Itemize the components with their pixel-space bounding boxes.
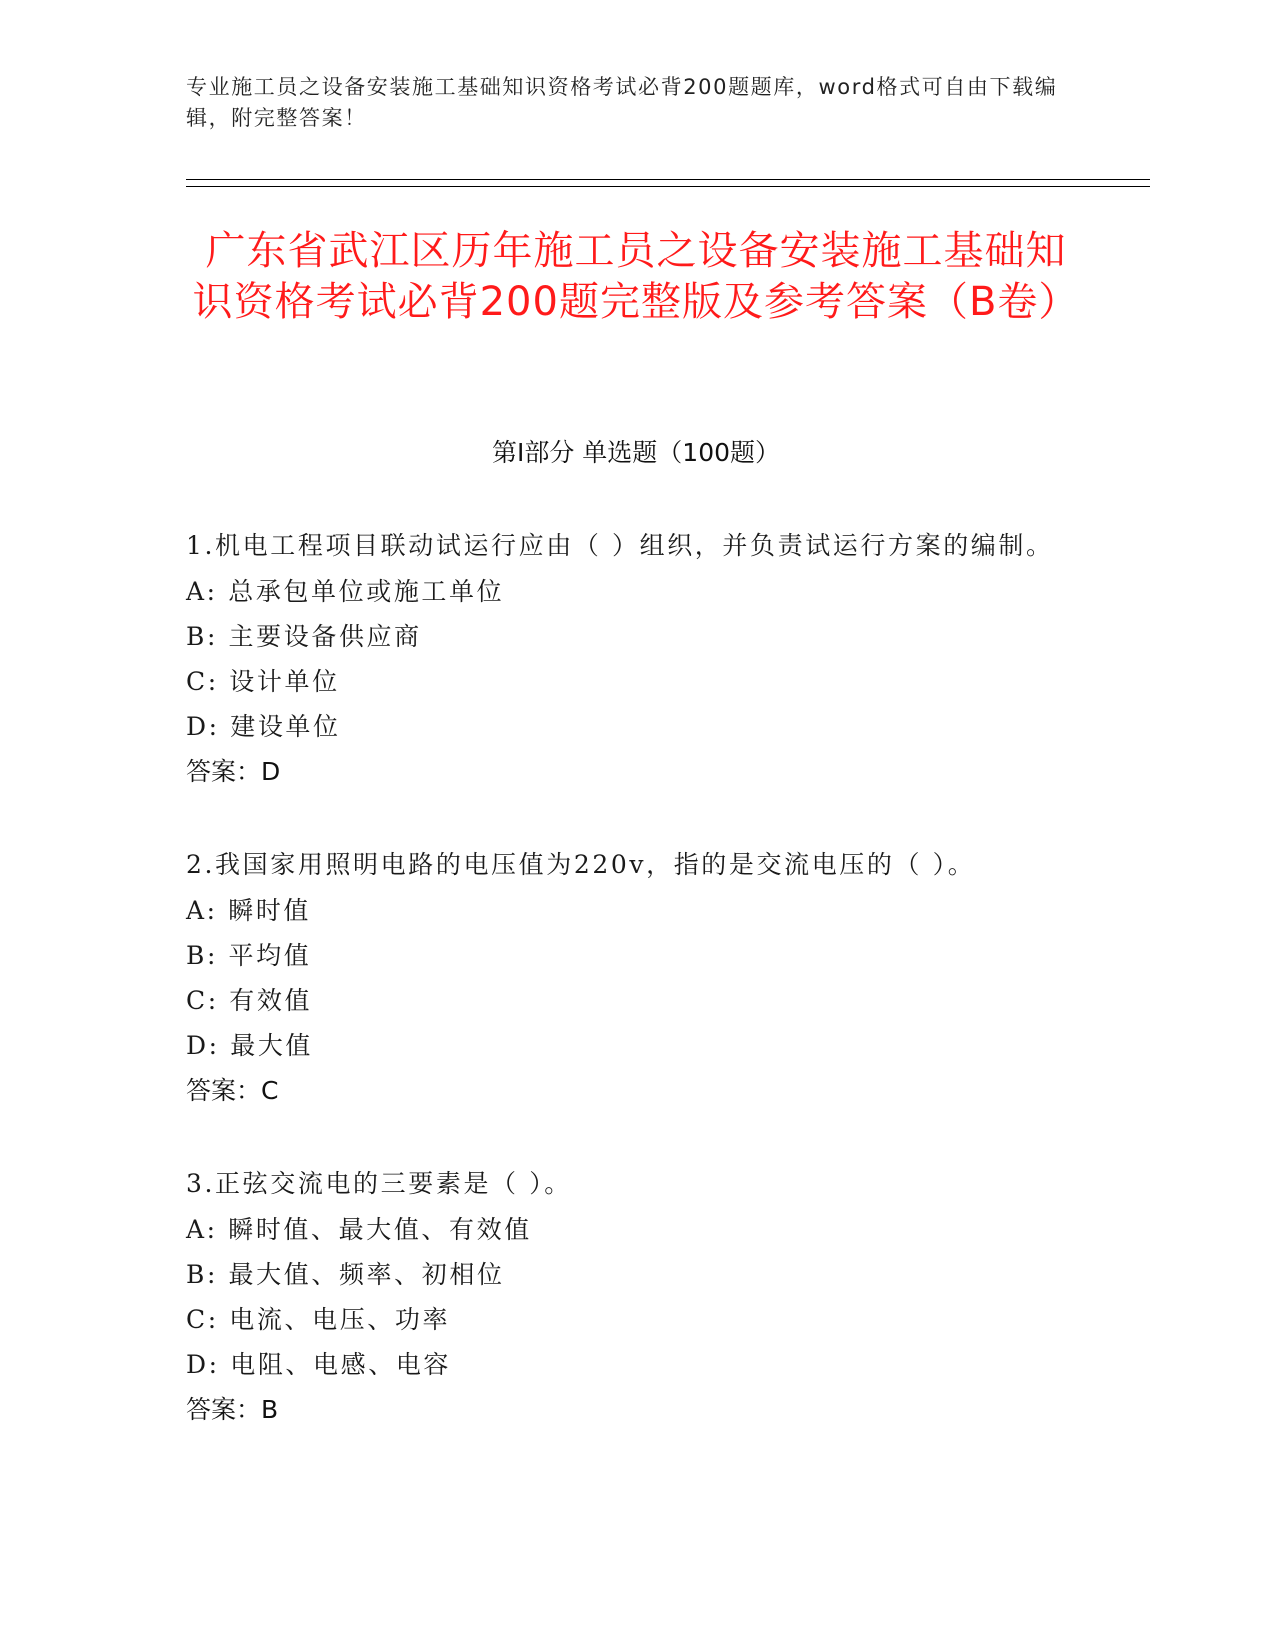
document-title: 广东省武江区历年施工员之设备安装施工基础知识资格考试必背200题完整版及参考答案（B卷） [192, 228, 1080, 325]
option-a: A: 总承包单位或施工单位 [186, 577, 505, 606]
question-1 [186, 523, 1086, 795]
option-a: A: 瞬时值、最大值、有效值 [186, 1215, 532, 1244]
answer: 答案：D [186, 757, 281, 786]
option-c: C: 设计单位 [186, 667, 340, 696]
question-2 [186, 842, 1086, 1114]
header-note: 专业施工员之设备安装施工基础知识资格考试必背200题题库，word格式可自由下载编辑，附完整答案！ [186, 75, 1058, 130]
section-title: 第Ⅰ部分 单选题（100题） [491, 438, 781, 467]
option-b: B: 最大值、频率、初相位 [186, 1260, 505, 1289]
question-list [186, 523, 1086, 1480]
question-stem: 3.正弦交流电的三要素是（ ）。 [186, 1169, 572, 1198]
option-d: D: 最大值 [186, 1031, 314, 1060]
option-d: D: 电阻、电感、电容 [186, 1350, 452, 1379]
answer: 答案：C [186, 1076, 279, 1105]
header-divider-top [186, 179, 1150, 180]
question-stem: 1.机电工程项目联动试运行应由（ ）组织，并负责试运行方案的编制。 [186, 531, 1054, 560]
header-divider-bottom [186, 186, 1150, 187]
option-a: A: 瞬时值 [186, 896, 312, 925]
option-b: B: 主要设备供应商 [186, 622, 422, 651]
question-stem: 2.我国家用照明电路的电压值为220v，指的是交流电压的（ ）。 [186, 850, 976, 879]
option-c: C: 有效值 [186, 986, 313, 1015]
option-b: B: 平均值 [186, 941, 312, 970]
answer: 答案：B [186, 1395, 279, 1424]
question-3 [186, 1161, 1086, 1433]
option-d: D: 建设单位 [186, 712, 341, 741]
option-c: C: 电流、电压、功率 [186, 1305, 451, 1334]
